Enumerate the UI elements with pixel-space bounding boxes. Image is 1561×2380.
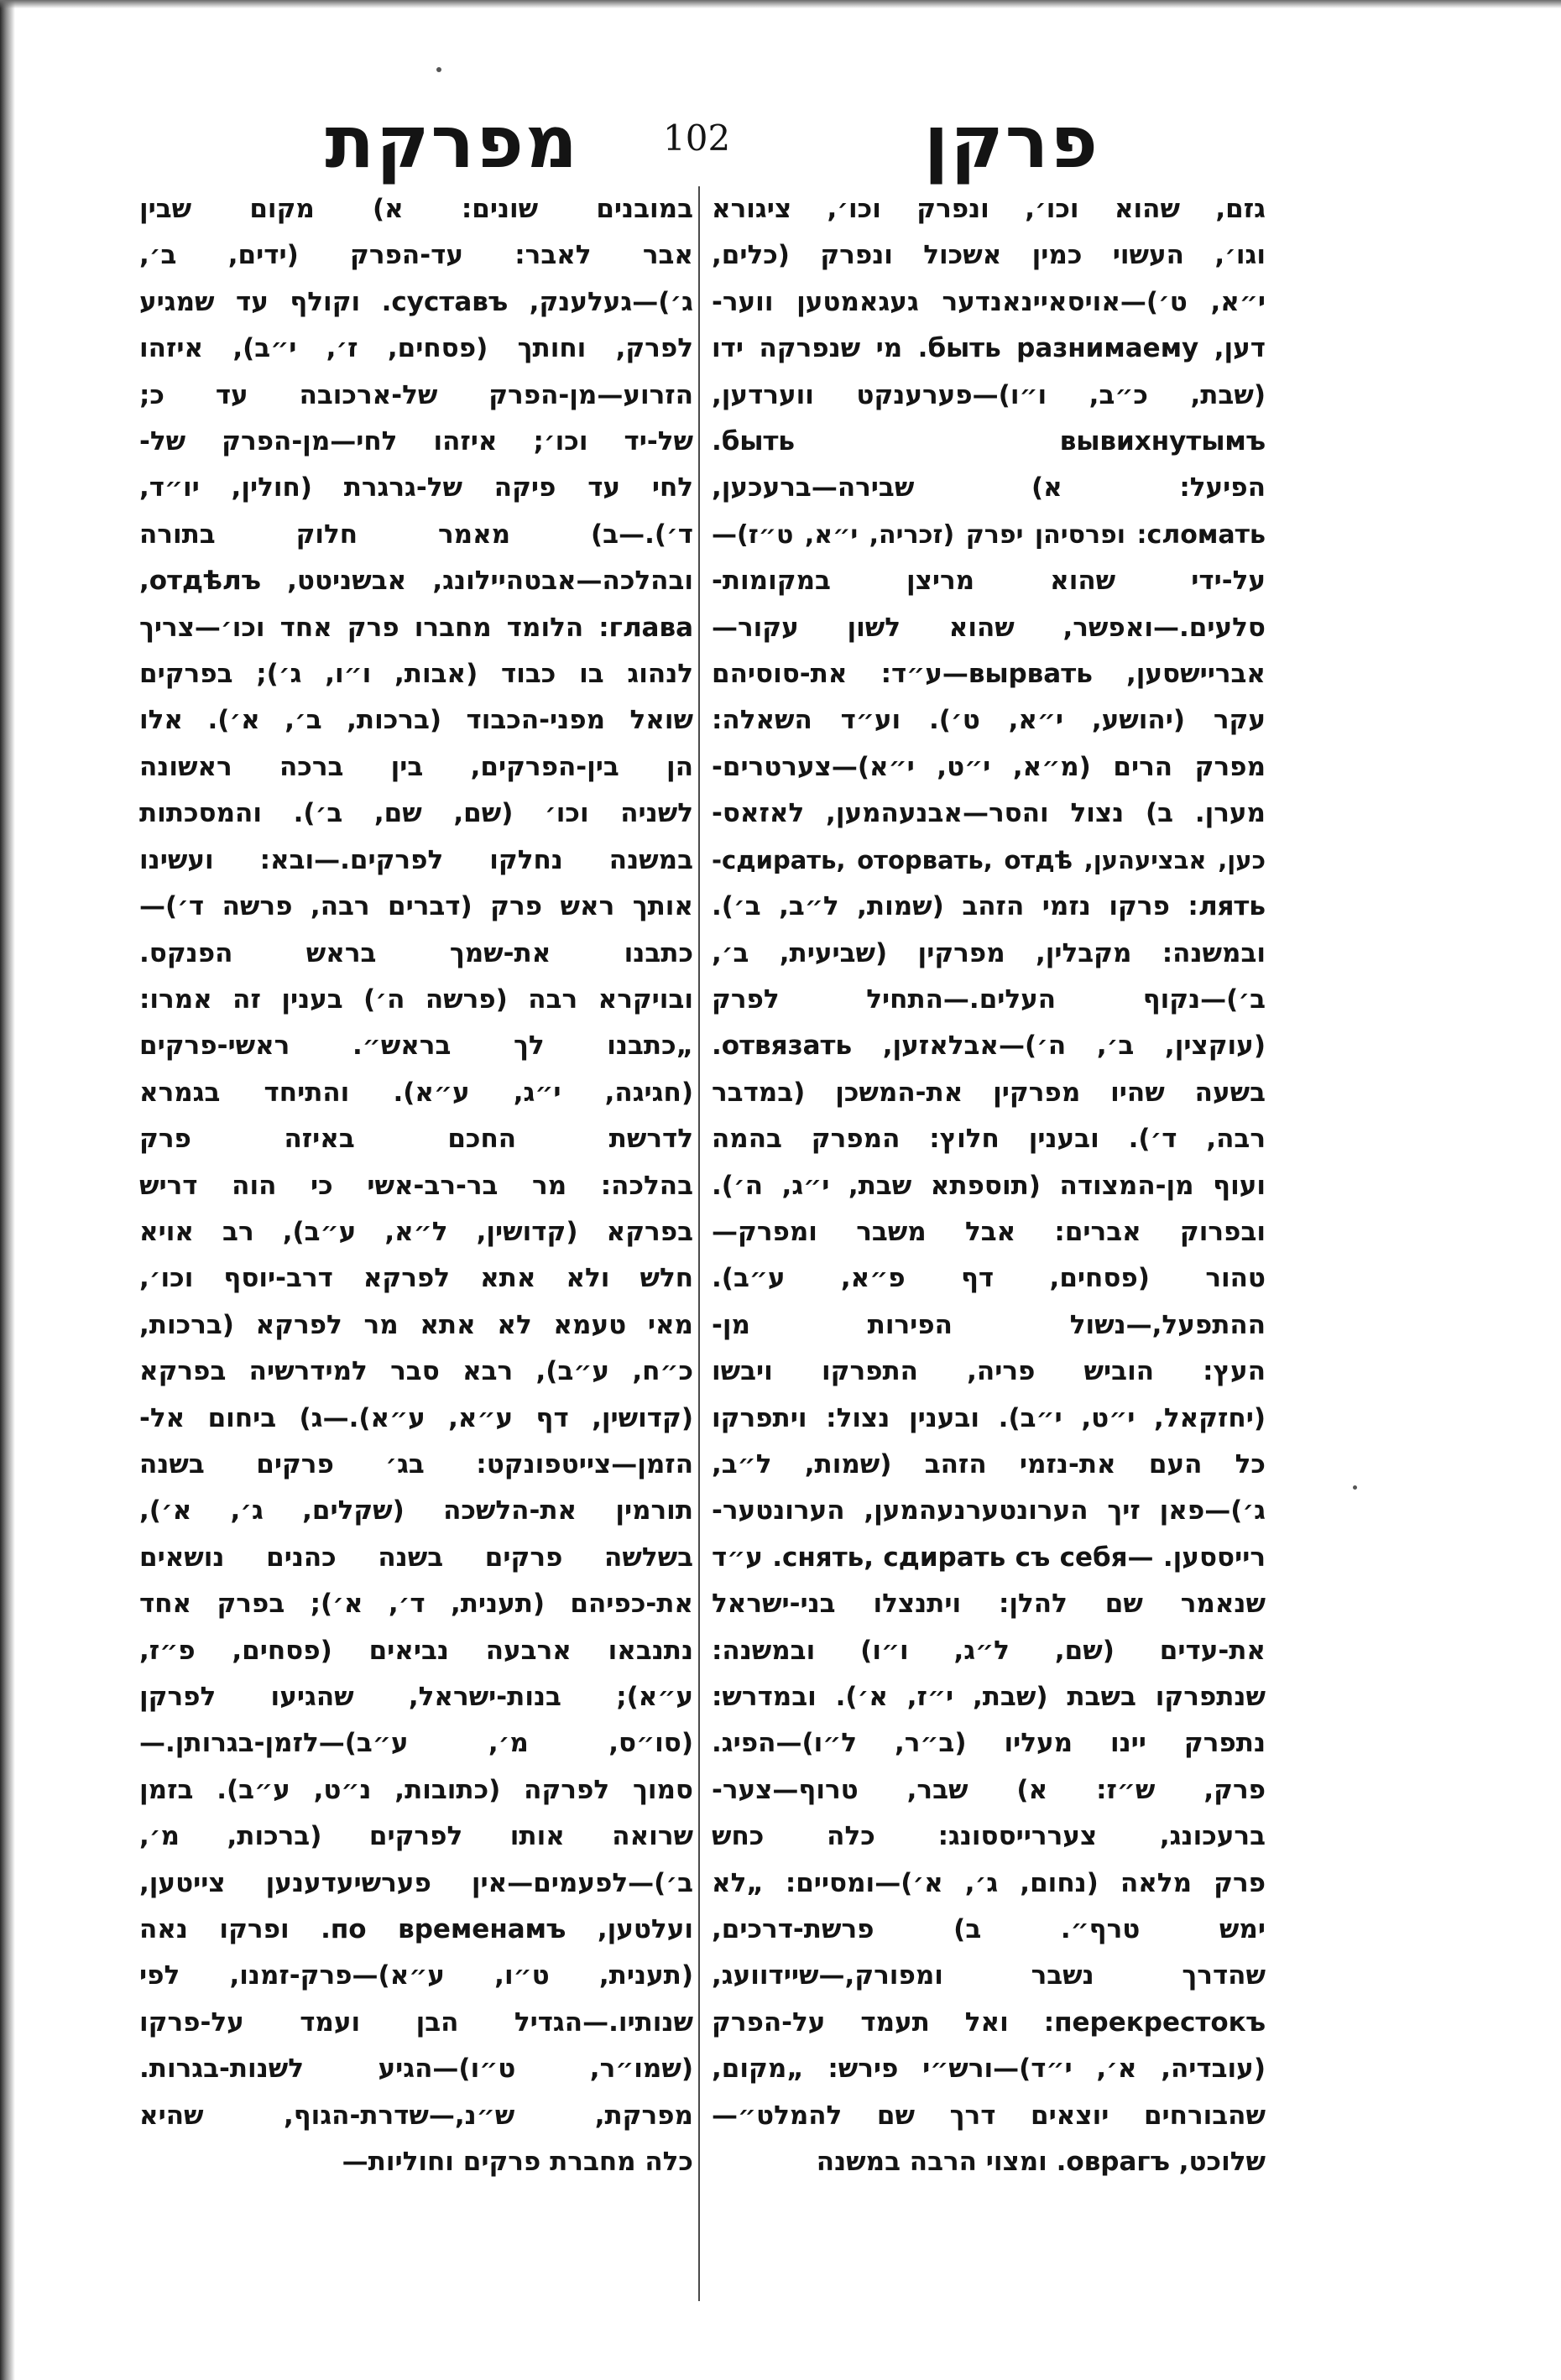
- text-line: בשלשה פרקים בשנה כהנים נושאים: [139, 1542, 693, 1573]
- text-line: וגו׳, העשוי כמין אשכול ונפרק (כלים,: [712, 240, 1266, 271]
- text-line: כלה מחברת פרקים וחוליות—: [342, 2147, 693, 2178]
- text-line: חלש ולא אתא לפרקא דרב-יוסף וכו׳,: [139, 1263, 693, 1294]
- page-edge-shadow: [0, 0, 15, 2380]
- page-number: 102: [663, 117, 731, 159]
- text-line: במובנים שונים: א) מקום שבין: [139, 194, 693, 224]
- text-line: לדרשת החכם באיזה פרק: [139, 1124, 693, 1155]
- text-line: כ״ח, ע״ב), רבא סבר למידרשיה בפרקא: [139, 1356, 693, 1387]
- text-line: ברעכונג, צעררייססונג: כלה כחש: [712, 1821, 1266, 1852]
- text-line: ועלטען, по временамъ. ופרקו נאה: [139, 1914, 693, 1945]
- text-line: (סו״ס, מ׳, ע״ב)—לזמן-בגרותן.—: [139, 1728, 693, 1759]
- text-line: אבר לאבר: עד-הפרק (ידים, ב׳,: [139, 240, 693, 271]
- text-line: ב׳)—נקוף העלים.—התחיל לפרק: [712, 984, 1266, 1015]
- text-line: נתנבאו ארבעה נביאים (פסחים, פ״ז,: [139, 1635, 693, 1666]
- text-line: על-ידי שהוא מריצן במקומות-: [712, 566, 1266, 597]
- text-line: (שמו״ר, ט״ו)—הגיע לשנות-בגרות.: [139, 2054, 693, 2085]
- text-line: פרק מלאה (נחום, ג׳, א׳)—ומסיים: „לא: [712, 1867, 1266, 1898]
- text-line: „כתבנו לך בראש״. ראשי-פרקים: [139, 1031, 693, 1062]
- text-line: сломать: ופרסיהן יפרק (זכריה, י״א, ט״ז)—: [712, 519, 1266, 550]
- text-line: лять: פרקו נזמי הזהב (שמות, ל״ב, ב׳).: [712, 891, 1266, 922]
- text-line: נתפרק יינו מעליו (ב״ר, ל״ו)—הפיג.: [712, 1728, 1266, 1759]
- text-line: לנהוג בו כבוד (אבות, ו״ו, ג׳); בפרקים: [139, 659, 693, 690]
- text-line: שלוכט, оврагъ. ומצוי הרבה במשנה: [816, 2147, 1266, 2178]
- text-line: במשנה נחלקו לפרקים.—ובא: ועשינו: [139, 844, 693, 875]
- right-text-column: [712, 186, 1266, 2301]
- page-top-shadow: [0, 0, 1561, 8]
- text-line: בשעה שהיו מפרקין את-המשכן (במדבר: [712, 1077, 1266, 1108]
- text-line: הזרוע—מן-הפרק של-ארכובה עד כ;: [139, 379, 693, 410]
- text-line: (יחזקאל, י״ט, י״ב). ובענין נצול: ויתפרקו: [712, 1402, 1266, 1433]
- text-line: העץ: הוביש פריה, התפרקו ויבשו: [712, 1356, 1266, 1387]
- text-line: ההתפעל,—נשול הפירות מן-: [712, 1309, 1266, 1340]
- text-line: את-עדים (שם, ל״ג, ו״ו) ובמשנה:: [712, 1635, 1266, 1666]
- text-line: בהלכה: מר בר-רב-אשי כי הוה דריש: [139, 1170, 693, 1201]
- text-line: טהור (פסחים, דף פ״א, ע״ב).: [712, 1263, 1266, 1294]
- text-line: כל העם את-נזמי הזהב (שמות, ל״ב,: [712, 1448, 1266, 1480]
- text-line: ד׳).—ב) מאמר חלוק בתורה: [139, 519, 693, 550]
- text-line: שהבורחים יוצאים דרך שם להמלט״—: [712, 2100, 1266, 2131]
- text-line: (עוקצין, ב׳, ה׳)—אבלאזען, отвязать.: [712, 1031, 1266, 1062]
- text-line: (עובדיה, א׳, י״ד)—ורש״י פירש: „מקום,: [712, 2054, 1266, 2085]
- text-line: שהדרך נשבר ומפורק,—שיידוועג,: [712, 1960, 1266, 1991]
- running-headword-left: מפרקת: [325, 101, 579, 185]
- text-line: שנאמר שם להלן: ויתנצלו בני-ישראל: [712, 1589, 1266, 1620]
- text-line: перекрестокъ: ואל תעמד על-הפרק: [712, 2007, 1266, 2038]
- text-line: לשניה וכו׳ (שם, שם, ב׳). והמסכתות: [139, 798, 693, 829]
- text-line: רייססען. —снять, сдирать съ себя. ע״ד: [712, 1542, 1266, 1573]
- text-line: הזמן—צייטפונקט: בג׳ פרקים בשנה: [139, 1448, 693, 1480]
- text-line: быть вывихнутымъ.: [712, 426, 1266, 457]
- text-line: מאי טעמא לא אתא מר לפרקא (ברכות,: [139, 1309, 693, 1340]
- text-line: שנתפרקו בשבת (שבת, י״ז, א׳). ובמדרש:: [712, 1682, 1266, 1712]
- text-line: ובמשנה: מקבלין, מפרקין (שביעית, ב׳,: [712, 937, 1266, 968]
- text-line: ג׳)—פאן זיך הערונטערנעהמען, הערונטער-: [712, 1495, 1266, 1527]
- text-line: גזם, שהוא וכו׳, ונפרק וכו׳, ציגורא: [712, 194, 1266, 224]
- text-line: מפרקת, ש״נ,—שדרת-הגוף, שהיא: [139, 2100, 693, 2131]
- text-line: (שבת, כ״ב, ו״ו)—פערענקט ווערדען,: [712, 379, 1266, 410]
- text-line: (קדושין, דף ע״א, ע״א).—ג) ביחום אל-: [139, 1402, 693, 1433]
- text-line: סמוך לפרקה (כתובות, נ״ט, ע״ב). בזמן: [139, 1774, 693, 1805]
- text-line: ב׳)—לפעמים—אין פערשיעדענען צייטען,: [139, 1867, 693, 1898]
- text-line: אותך ראש פרק (דברים רבה, פרשה ד׳)—: [139, 891, 693, 922]
- text-line: סלעים.—ואפשר, שהוא לשון עקור—: [712, 612, 1266, 643]
- running-headword-right: פרקן: [923, 101, 1099, 185]
- text-line: לפרק, וחותך (פסחים, ז׳, י״ב), איזהו: [139, 333, 693, 364]
- print-speck: [1353, 1485, 1357, 1490]
- text-line: ג׳)—געלענק, суставъ. וקולף עד שמגיע: [139, 286, 693, 317]
- text-line: דען, быть разнимаему. מי שנפרקה ידו: [712, 333, 1266, 364]
- text-line: אבריישסען, вырвать—ע״ד: את-סוסיהם: [712, 659, 1266, 690]
- text-line: (חגיגה, י״ג, ע״א). והתיחד בגמרא: [139, 1077, 693, 1108]
- text-line: פרק, ש״ז: א) שבר, טרוף—צער-: [712, 1774, 1266, 1805]
- text-line: ובפרוק אברים: אבל משבר ומפרק—: [712, 1216, 1266, 1247]
- text-line: שואל מפני-הכבוד (ברכות, ב׳, א׳). אלו: [139, 705, 693, 736]
- text-line: של-יד וכו׳; איזהו לחי—מן-הפרק של-: [139, 426, 693, 457]
- text-line: ועוף מן-המצודה (תוספתא שבת, י״ג, ה׳).: [712, 1170, 1266, 1201]
- text-line: הן בין-הפרקים, בין ברכה ראשונה: [139, 751, 693, 782]
- text-line: ימש טרף״. ב) פרשת-דרכים,: [712, 1914, 1266, 1945]
- text-line: ובהלכה—אבטהיילונג, אבשניטט, отдѣлъ,: [139, 566, 693, 597]
- text-line: כתבנו את-שמך בראש הפנקס.: [139, 937, 693, 968]
- text-line: י״א, ט׳)—אויסאיינאנדער געגאמטען ווער-: [712, 286, 1266, 317]
- text-line: ובויקרא רבה (פרשה ה׳) בענין זה אמרו:: [139, 984, 693, 1015]
- text-line: שרואה אותו לפרקים (ברכות, מ׳,: [139, 1821, 693, 1852]
- text-line: שנותיו.—הגדיל הבן ועמד על-פרקו: [139, 2007, 693, 2038]
- text-line: (תענית, ט״ו, ע״א)—פרק-זמנו, לפי: [139, 1960, 693, 1991]
- text-line: הפיעל: א) שבירה—ברעכען,: [712, 472, 1266, 504]
- text-line: כען, אבציעהען, сдирать, оторвать, отдѣ-: [712, 845, 1266, 874]
- text-line: לחי עד פיקה של-גרגרת (חולין, יו״ד,: [139, 472, 693, 504]
- text-line: глава: הלומד מחברו פרק אחד וכו׳—צריך: [139, 612, 693, 643]
- text-line: את-כפיהם (תענית, ד׳, א׳); בפרק אחד: [139, 1589, 693, 1620]
- text-line: מערן. ב) נצול והסר—אבנעהמען, לאזאס-: [712, 798, 1266, 829]
- print-speck: [436, 67, 441, 72]
- text-line: בפרקא (קדושין, ל״א, ע״ב), רב אויא: [139, 1216, 693, 1247]
- text-line: רבה, ד׳). ובענין חלוץ: המפרק בהמה: [712, 1124, 1266, 1155]
- left-text-column: [139, 186, 693, 2301]
- text-line: ע״א); בנות-ישראל, שהגיעו לפרקן: [139, 1682, 693, 1712]
- text-line: מפרק הרים (מ״א, י״ט, י״א)—צערטרים-: [712, 751, 1266, 782]
- column-divider: [698, 186, 700, 2301]
- text-line: עקר (יהושע, י״א, ט׳). וע״ד השאלה:: [712, 705, 1266, 736]
- text-line: תורמין את-הלשכה (שקלים, ג׳, א׳),: [139, 1495, 693, 1527]
